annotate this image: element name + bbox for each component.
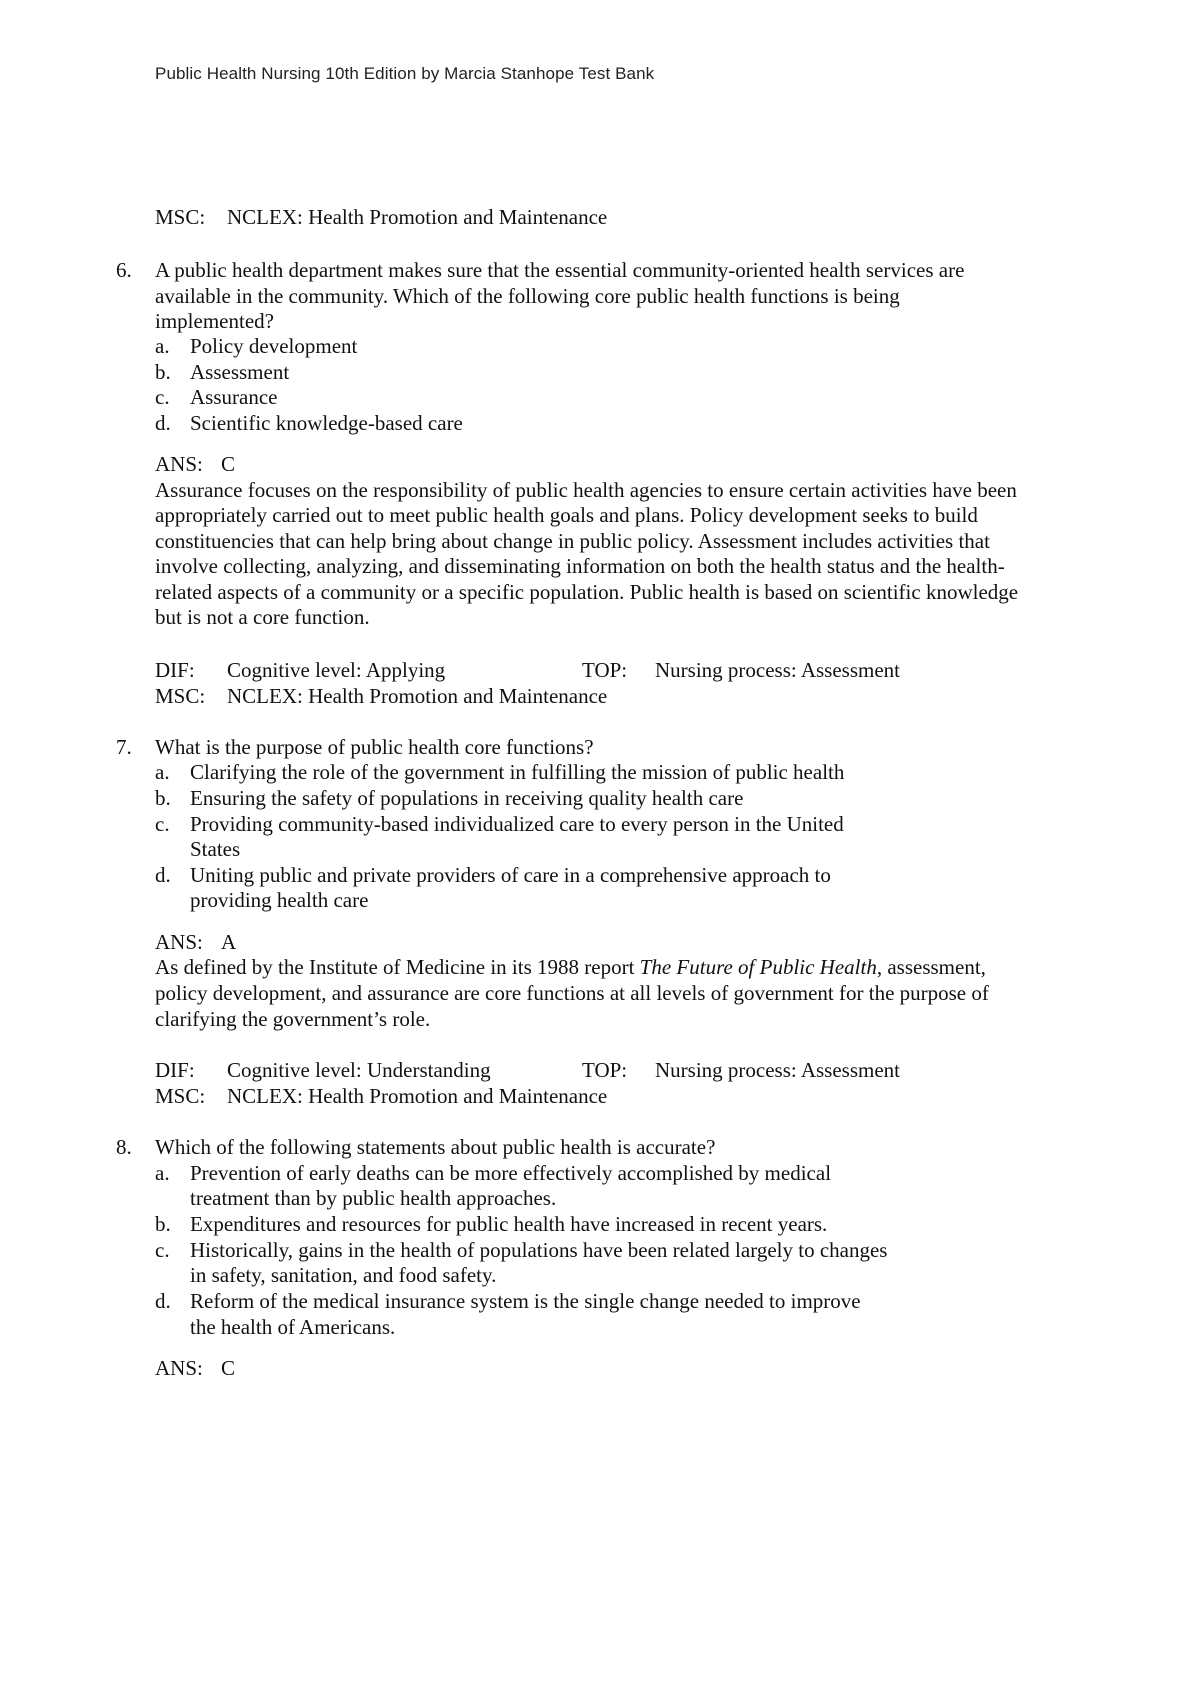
option-text: Ensuring the safety of populations in receiving quality health care	[190, 786, 744, 810]
option-text: providing health care	[190, 888, 369, 912]
rationale-text: , assessment,	[876, 955, 986, 979]
question-stem-line: implemented?	[155, 309, 274, 333]
answer-line	[155, 928, 236, 956]
question-stem-line: What is the purpose of public health core functions?	[155, 735, 594, 759]
dif-line	[155, 656, 445, 684]
option-letter: c.	[155, 385, 170, 409]
answer-value: C	[221, 1356, 236, 1380]
rationale-line: clarifying the government’s role.	[155, 1007, 431, 1031]
top-value: Nursing process: Assessment	[655, 1058, 900, 1082]
msc-value: NCLEX: Health Promotion and Maintenance	[227, 1084, 608, 1108]
dif-value: Cognitive level: Understanding	[227, 1058, 491, 1082]
option-text: Clarifying the role of the government in fulfilling the mission of public health	[190, 760, 845, 784]
option-text: Uniting public and private providers of care in a comprehensive approach to	[190, 863, 831, 887]
option-text: Reform of the medical insurance system is the single change needed to improve	[190, 1289, 861, 1313]
report-title: The Future of Public Health	[639, 955, 877, 979]
option-letter: b.	[155, 786, 171, 810]
rationale-line	[155, 953, 986, 981]
option-letter: b.	[155, 1212, 171, 1236]
option-letter: b.	[155, 360, 171, 384]
question-stem-line: available in the community. Which of the following core public health functions is being	[155, 284, 900, 308]
option-letter: a.	[155, 1161, 170, 1185]
msc-line	[155, 682, 607, 710]
top-label: TOP:	[582, 1058, 628, 1082]
rationale-line: constituencies that can help bring about change in public policy. Assessment includes activities that	[155, 529, 990, 553]
answer-label: ANS:	[155, 452, 203, 476]
option-letter: a.	[155, 760, 170, 784]
option-letter: d.	[155, 1289, 171, 1313]
dif-label: DIF:	[155, 1058, 195, 1082]
option-letter: a.	[155, 334, 170, 358]
option-text: Prevention of early deaths can be more effectively accomplished by medical	[190, 1161, 832, 1185]
option-text: Scientific knowledge-based care	[190, 411, 463, 435]
option-text: the health of Americans.	[190, 1315, 396, 1339]
option-text: States	[190, 837, 241, 861]
rationale-text: As defined by the Institute of Medicine in its 1988 report	[155, 955, 640, 979]
msc-label: MSC:	[155, 1084, 206, 1108]
msc-line	[155, 1082, 607, 1110]
answer-value: A	[221, 930, 237, 954]
top-label: TOP:	[582, 658, 628, 682]
option-letter: d.	[155, 863, 171, 887]
option-text: in safety, sanitation, and food safety.	[190, 1263, 497, 1287]
option-text: Providing community-based individualized care to every person in the United	[190, 812, 844, 836]
answer-label: ANS:	[155, 930, 203, 954]
top-value: Nursing process: Assessment	[655, 658, 900, 682]
dif-label: DIF:	[155, 658, 195, 682]
dif-line	[155, 1056, 491, 1084]
question-stem-line: A public health department makes sure that the essential community-oriented health services are	[155, 258, 965, 282]
question-number: 7.	[116, 735, 132, 759]
option-text: Assurance	[190, 385, 278, 409]
msc-label: MSC:	[155, 205, 206, 229]
rationale-line: involve collecting, analyzing, and disseminating information on both the health status and the health-	[155, 554, 1005, 578]
option-letter: d.	[155, 411, 171, 435]
msc-line	[155, 203, 607, 231]
option-text: Assessment	[190, 360, 290, 384]
rationale-line: related aspects of a community or a specific population. Public health is based on scientific knowledge	[155, 580, 1019, 604]
option-text: Expenditures and resources for public health have increased in recent years.	[190, 1212, 828, 1236]
answer-label: ANS:	[155, 1356, 203, 1380]
answer-line	[155, 1354, 235, 1382]
option-text: Historically, gains in the health of populations have been related largely to changes	[190, 1238, 888, 1262]
option-text: Policy development	[190, 334, 358, 358]
question-number: 8.	[116, 1135, 132, 1159]
page-header: Public Health Nursing 10th Edition by Marcia Stanhope Test Bank	[155, 64, 655, 83]
option-letter: c.	[155, 1238, 170, 1262]
option-text: treatment than by public health approaches.	[190, 1186, 557, 1210]
rationale-line: appropriately carried out to meet public health goals and plans. Policy development seeks to build	[155, 503, 978, 527]
msc-label: MSC:	[155, 684, 206, 708]
rationale-line: but is not a core function.	[155, 605, 370, 629]
rationale-line: policy development, and assurance are core functions at all levels of government for the purpose of	[155, 981, 989, 1005]
answer-line	[155, 450, 235, 478]
question-stem-line: Which of the following statements about public health is accurate?	[155, 1135, 716, 1159]
msc-value: NCLEX: Health Promotion and Maintenance	[227, 205, 608, 229]
answer-value: C	[221, 452, 236, 476]
msc-value: NCLEX: Health Promotion and Maintenance	[227, 684, 608, 708]
rationale-line: Assurance focuses on the responsibility of public health agencies to ensure certain activities have been	[155, 478, 1017, 502]
dif-value: Cognitive level: Applying	[227, 658, 446, 682]
question-number: 6.	[116, 258, 132, 282]
option-letter: c.	[155, 812, 170, 836]
